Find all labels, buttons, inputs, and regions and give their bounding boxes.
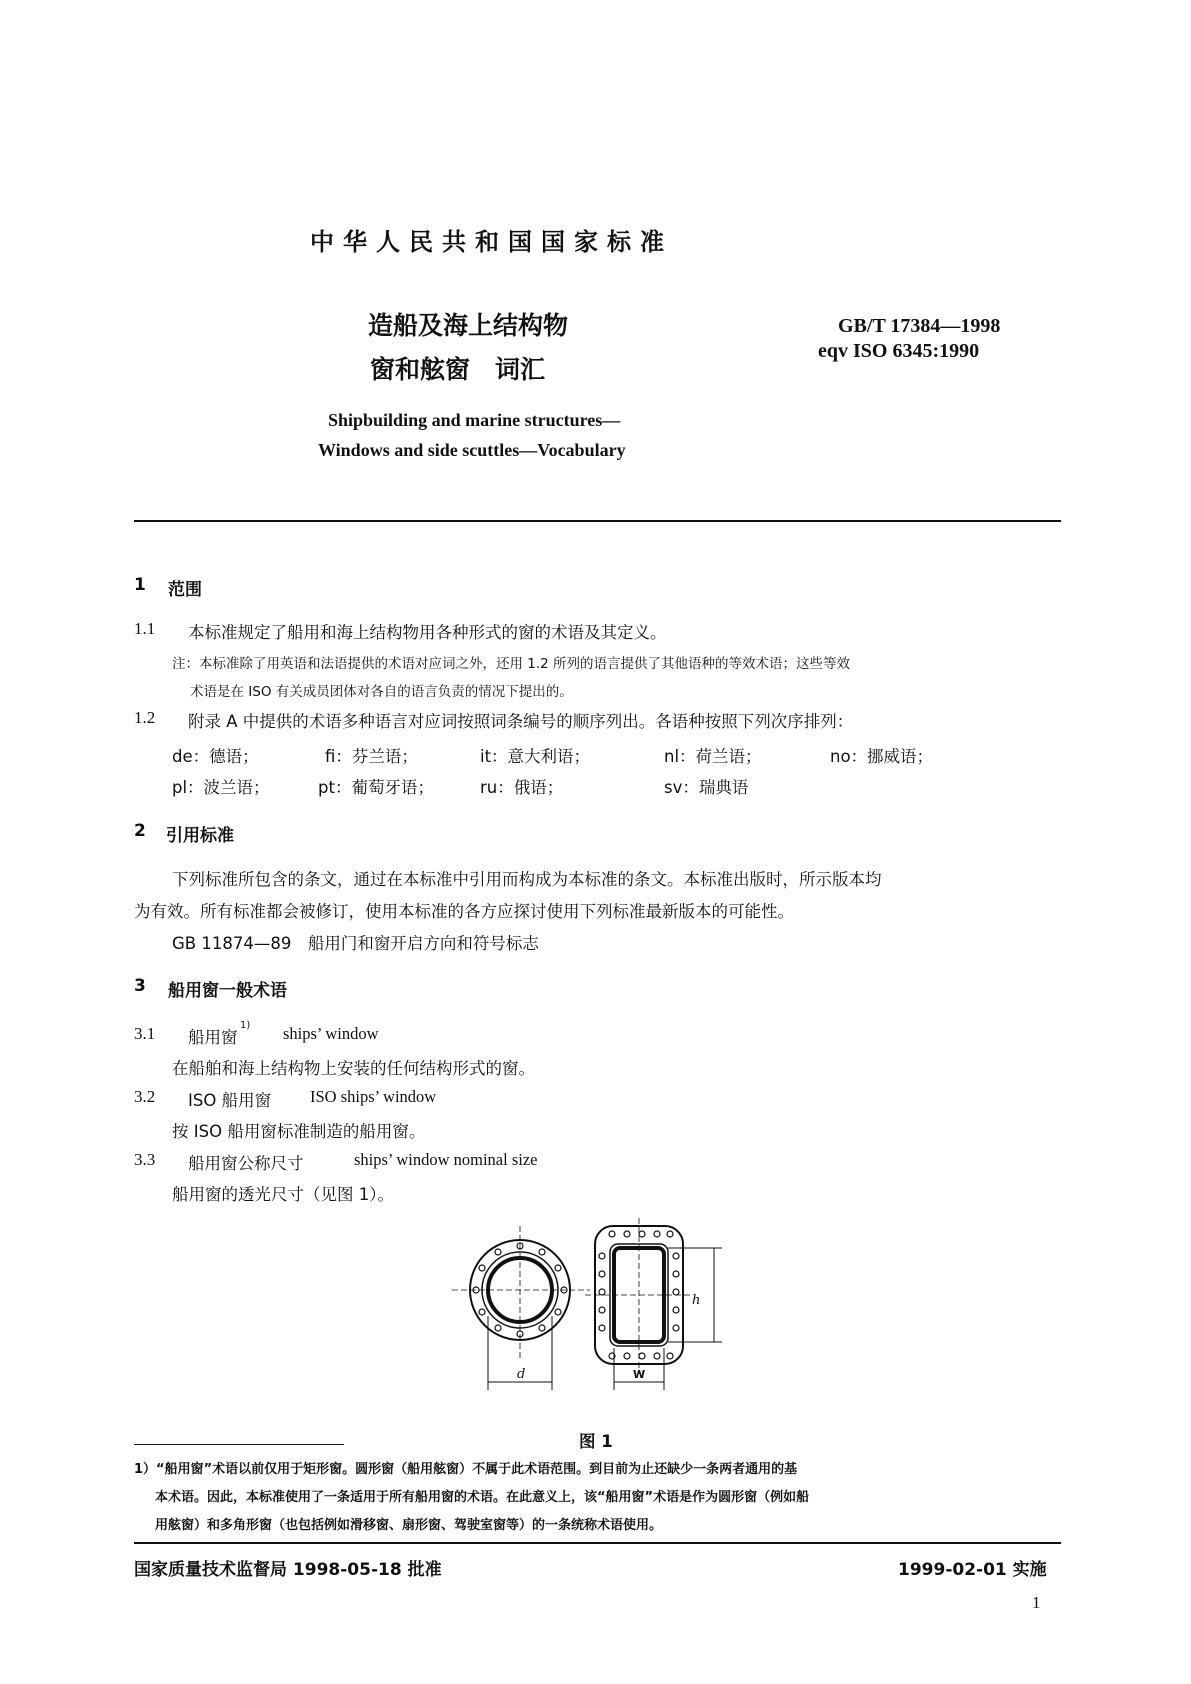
dimension-w-label: W xyxy=(633,1368,646,1381)
clause-text: 附录 A 中提供的术语多种语言对应词按照词条编号的顺序列出。各语种按照下列次序排列： xyxy=(188,712,854,731)
clause-number: 1.2 xyxy=(134,708,156,727)
paragraph-line: 为有效。所有标准都会被修订，使用本标准的各方应探讨使用下列标准最新版本的可能性。 xyxy=(134,902,794,921)
term-definition: 在船舶和海上结构物上安装的任何结构形式的窗。 xyxy=(172,1059,535,1078)
language-item: it：意大利语； xyxy=(480,747,591,766)
term-definition: 船用窗的透光尺寸（见图 1）。 xyxy=(172,1185,394,1204)
figure-caption: 图 1 xyxy=(579,1432,613,1451)
language-item: pt：葡萄牙语； xyxy=(318,778,434,797)
language-item: ru：俄语； xyxy=(480,778,564,797)
footer-divider xyxy=(134,1542,1061,1544)
footnote-line: 用舷窗）和多角形窗（也包括例如滑移窗、扇形窗、驾驶室窗等）的一条统称术语使用。 xyxy=(155,1518,663,1533)
implementation-date: 1999-02-01 实施 xyxy=(898,1560,1047,1580)
figure-window-diagram xyxy=(430,1218,760,1408)
footnote-line: 1）“船用窗”术语以前仅用于矩形窗。圆形窗（船用舷窗）不属于此术语范围。到目前为止还缺少一条两者通用的基 xyxy=(134,1462,798,1477)
term-zh: 船用窗公称尺寸 xyxy=(188,1154,304,1173)
language-item: no：挪威语； xyxy=(830,747,934,766)
header-divider xyxy=(134,520,1061,522)
language-item: sv：瑞典语 xyxy=(664,778,749,797)
language-item: fi：芬兰语； xyxy=(325,747,418,766)
section-title: 引用标准 xyxy=(166,826,234,846)
approval-date: 国家质量技术监督局 1998-05-18 批准 xyxy=(134,1560,442,1580)
term-en: ships’ window xyxy=(283,1024,379,1043)
dimension-d-label: d xyxy=(517,1367,526,1382)
section-title: 范围 xyxy=(168,580,202,600)
title-en-line2: Windows and side scuttles—Vocabulary xyxy=(318,440,626,460)
term-zh: ISO 船用窗 xyxy=(188,1091,272,1110)
term-definition: 按 ISO 船用窗标准制造的船用窗。 xyxy=(172,1122,426,1141)
paragraph-line: 下列标准所包含的条文，通过在本标准中引用而构成为本标准的条文。本标准出版时，所示版本均 xyxy=(172,870,882,889)
term-zh: 船用窗 xyxy=(188,1028,238,1047)
term-number: 3.1 xyxy=(134,1024,156,1043)
section-number: 3 xyxy=(134,976,146,996)
section-title: 船用窗一般术语 xyxy=(168,981,287,1001)
section-number: 2 xyxy=(134,821,146,841)
reference-standard: GB 11874—89 船用门和窗开启方向和符号标志 xyxy=(172,934,539,953)
language-item: de：德语； xyxy=(172,747,259,766)
note-line: 术语是在 ISO 有关成员团体对各自的语言负责的情况下提出的。 xyxy=(190,684,573,700)
clause-number: 1.1 xyxy=(134,619,156,638)
footnote-marker: 1) xyxy=(240,1020,251,1031)
language-item: pl：波兰语； xyxy=(172,778,270,797)
term-number: 3.2 xyxy=(134,1087,156,1106)
dimension-h-label: h xyxy=(692,1293,701,1308)
note-line: 注：本标准除了用英语和法语提供的术语对应词之外，还用 1.2 所列的语言提供了其他语种的等效术语；这些等效 xyxy=(172,656,851,672)
term-number: 3.3 xyxy=(134,1150,156,1169)
footnote-line: 本术语。因此，本标准使用了一条适用于所有船用窗的术语。在此意义上，该“船用窗”术语是作为圆形窗（例如船 xyxy=(155,1490,810,1505)
language-item: nl：荷兰语； xyxy=(664,747,762,766)
national-standard-header: 中华人民共和国国家标准 xyxy=(310,228,673,256)
title-en-line1: Shipbuilding and marine structures— xyxy=(328,410,621,430)
footnote-divider xyxy=(134,1444,344,1445)
clause-text: 本标准规定了船用和海上结构物用各种形式的窗的术语及其定义。 xyxy=(188,623,667,642)
standard-equivalent: eqv ISO 6345:1990 xyxy=(818,340,980,362)
title-zh-line1: 造船及海上结构物 xyxy=(368,311,569,340)
section-number: 1 xyxy=(134,575,146,595)
title-zh-line2: 窗和舷窗 词汇 xyxy=(370,355,546,384)
standard-number: GB/T 17384—1998 xyxy=(838,315,1001,337)
page-number: 1 xyxy=(1032,1593,1041,1612)
term-en: ISO ships’ window xyxy=(310,1087,437,1106)
term-en: ships’ window nominal size xyxy=(354,1150,538,1169)
window-centerlines xyxy=(585,1218,692,1374)
